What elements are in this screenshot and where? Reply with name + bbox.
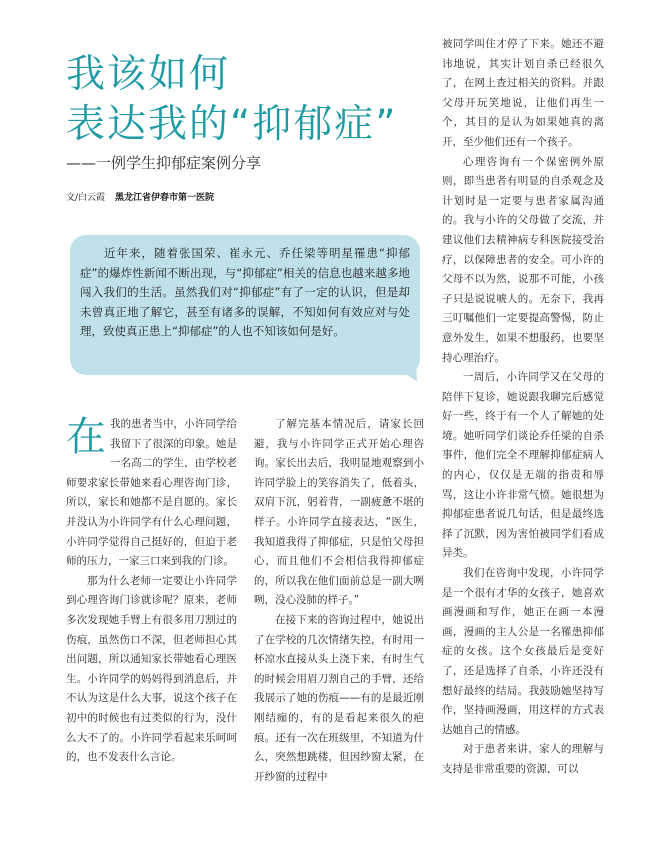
article-subtitle: ——一例学生抑郁症案例分享 [66,154,262,172]
byline [66,192,426,204]
article-title-line-2: 表达我的“抑郁症” [66,102,398,147]
body-paragraph: 那为什么老师一定要让小许同学到心理咨询门诊就诊呢？原来，老师多次发现她手臂上有很多用刀割过的伤痕，虽然伤口不深，但老师担心其出问题，所以通知家长带她看心理医生。小许同学的妈妈得到消息后，并不认为这是什么大事，说这个孩子在初中的时候也有过类似的行为，没什么大不了的。小许同学看起来乐呵呵的，也不发表什么言论。 [66,574,237,764]
body-paragraph: 在接下来的咨询过程中，她说出了在学校的几次情绪失控，有时用一杯凉水直接从头上浇下来，有时生气的时候会用眉刀割自己的手臂，还给我展示了她的伤痕——有的是最近刚刚结痂的，有的是看起来很久的疤痕。还有一次在班级里，不知道为什么，突然想跳楼，但因纱窗太紧，在开纱窗的过程中 [254,613,424,783]
body-paragraph: 我们在咨询中发现，小许同学是一个很有才华的女孩子，她喜欢画漫画和写作，她正在画一本漫画，漫画的主人公是一名罹患抑郁症的女孩。这个女孩最后是变好了，还是选择了自杀，小许还没有想好最终的结局。我鼓励她坚持写作，坚持画漫画，用这样的方式表达她自己的情感。 [442,567,604,736]
intro-text [80,244,410,342]
body-paragraph: 了解完基本情况后，请家长回避，我与小许同学正式开始心理咨询。家长出去后，我明显地观察到小许同学脸上的笑容消失了，低着头，双肩下沉，躬着背，一副疲惫不堪的样子。小许同学直接表达，“医生，我知道我得了抑郁症，只是怕父母担心，而且他们不会相信我得抑郁症的，所以我在他们面前总是一副大咧咧，没心没肺的样子。” [254,418,424,607]
hospital: 黑龙江省伊春市第一医院 [115,193,215,203]
body-column-2 [254,415,424,787]
body-paragraph: 一周后，小许同学又在父母的陪伴下复诊，她说跟我聊完后感觉好一些，终于有一个人了解她的处境。她听同学们谈论乔任梁的自杀事件，他们完全不理解抑郁症病人的内心，仅仅是无端的指责和辱骂，这让小许非常气愤。她很想为抑郁症患者说几句话，但是最终选择了沉默，因为害怕被同学们看成异类。 [442,371,604,560]
intro-paragraph: 近年来，随着张国荣、崔永元、乔任梁等明星罹患“抑郁症”的爆炸性新闻不断出现，与“抑郁症”相关的信息也越来越多地闯入我们的生活。虽然我们对“抑郁症”有了一定的认识，但是却未曾真正地了解它，甚至有诸多的误解，不知如何有效应对与处理，致使真正患上“抑郁症”的人也不知该如何是好。 [80,246,410,338]
body-paragraph: 被同学叫住才停了下来。她还不避讳地说，其实计划自杀已经很久了，在网上查过相关的资料。并跟父母开玩笑地说，让他们再生一个，其目的是认为如果她真的离开，至少他们还有一个孩子。 [442,38,604,148]
body-paragraph: 心理咨询有一个保密例外原则，即当患者有明显的自杀观念及计划时是一定要与患者家属沟通的。我与小许的父母做了交流，并建议他们去精神病专科医院接受治疗，以保障患者的安全。可小许的父母不以为然，说那不可能，小孩子只是说说唬人的。无奈下，我再三叮嘱他们一定要提高警惕，防止意外发生，如果不想服药，也要坚持心理治疗。 [442,155,604,364]
body-column-3 [442,35,604,780]
body-paragraph: 在我的患者当中，小许同学给我留下了很深的印象。她是一名高二的学生，由学校老师要求家长带她来看心理咨询门诊，所以，家长和她都不是自愿的。家长并没认为小许同学有什么心理问题，小许同学觉得自己挺好的，但迫于老师的压力，一家三口来到我的门诊。 [66,414,237,568]
drop-cap: 在 [66,414,106,460]
body-column-1 [66,415,237,768]
author: 文/白云霞 [66,193,106,203]
article-title-line-1: 我该如何 [66,52,231,97]
body-paragraph: 对于患者来讲，家人的理解与支持是非常重要的资源，可以 [442,743,604,775]
